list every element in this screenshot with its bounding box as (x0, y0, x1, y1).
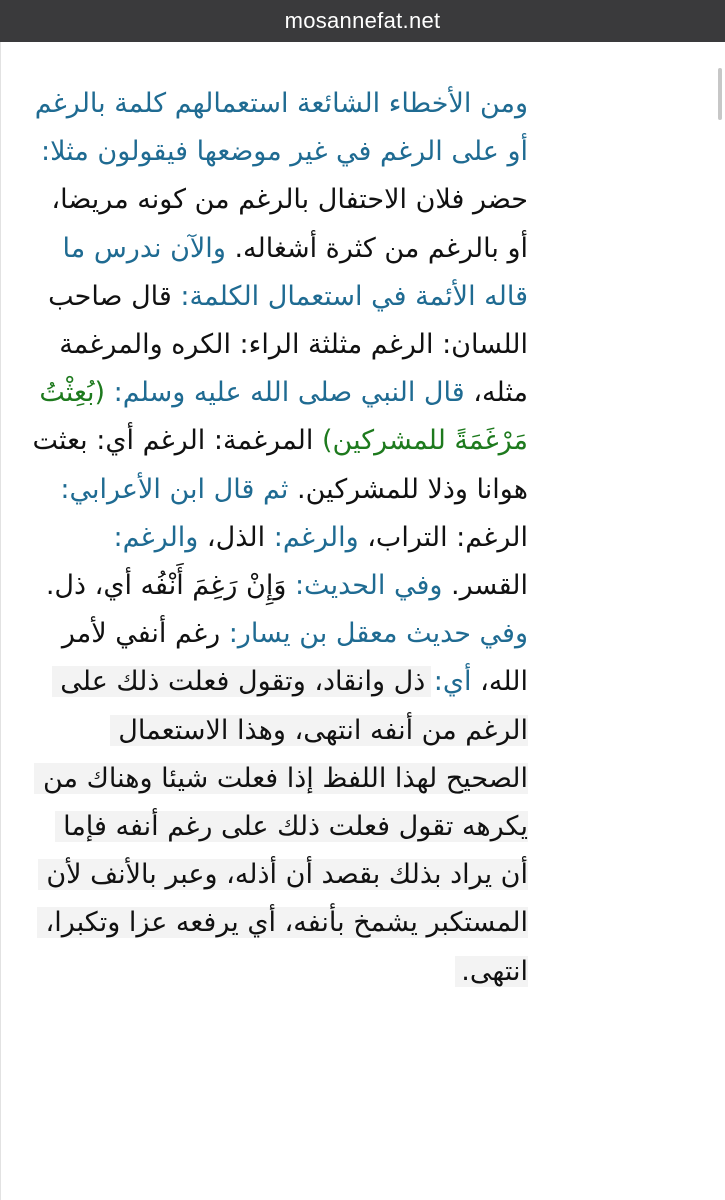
text-segment: الذل، (198, 521, 266, 553)
text-segment: القسر. (442, 570, 528, 602)
text-segment: ثم قال ابن الأعرابي: (51, 473, 289, 505)
text-segment: وفي الحديث: (286, 570, 443, 602)
text-segment: قال النبي صلى الله عليه وسلم: (105, 377, 465, 409)
highlighted-text-segment: ذل وانقاد، وتقول فعلت ذلك على الرغم من أنفه انتهى، وهذا الاستعمال الصحيح لهذا اللفظ إذا فعلت شيئا وهناك من يكرهه تقول فعلت ذلك على رغم أنفه فإما أن يراد بذلك بقصد أن أذله، وعبر بالأنف لأن المستكبر يشمخ بأنفه، أي يرفعه عزا وتكبرا، انتهى. (34, 666, 528, 987)
text-segment: أي: (425, 666, 472, 698)
address-bar[interactable] (0, 0, 725, 42)
text-segment: رغم أنفي لأمر الله، (53, 618, 528, 698)
text-segment: وفي حديث معقل بن يسار: (220, 618, 528, 650)
text-segment: والرغم: (104, 521, 199, 553)
text-segment: والآن ندرس ما قاله الأئمة في استعمال الكلمة: (53, 232, 528, 312)
text-segment: ومن الأخطاء الشائعة استعمالهم كلمة بالرغم أو على الرغم في غير موضعها فيقولون مثلا: (26, 88, 528, 168)
text-segment: وَإِنْ رَغِمَ أَنْفُه أي، ذل. (37, 570, 287, 602)
url-text: mosannefat.net (284, 8, 441, 33)
text-segment: والرغم: (265, 521, 359, 553)
text-segment: حضر فلان الاحتفال بالرغم من كونه مريضا، أو بالرغم من كثرة أشغاله. (42, 184, 528, 264)
text-segment: المرغمة: الرغم أي: بعثت هوانا وذلا للمشركين. (23, 425, 528, 505)
text-segment: قال صاحب اللسان: الرغم مثلثة الراء: الكره والمرغمة مثله، (39, 280, 528, 409)
scrollbar[interactable] (718, 68, 722, 120)
article-body (23, 80, 528, 996)
hadith-quote: (بُعِثْتُ مَرْغَمَةً للمشركين) (30, 377, 528, 457)
text-segment: الرغم: التراب، (358, 521, 528, 553)
